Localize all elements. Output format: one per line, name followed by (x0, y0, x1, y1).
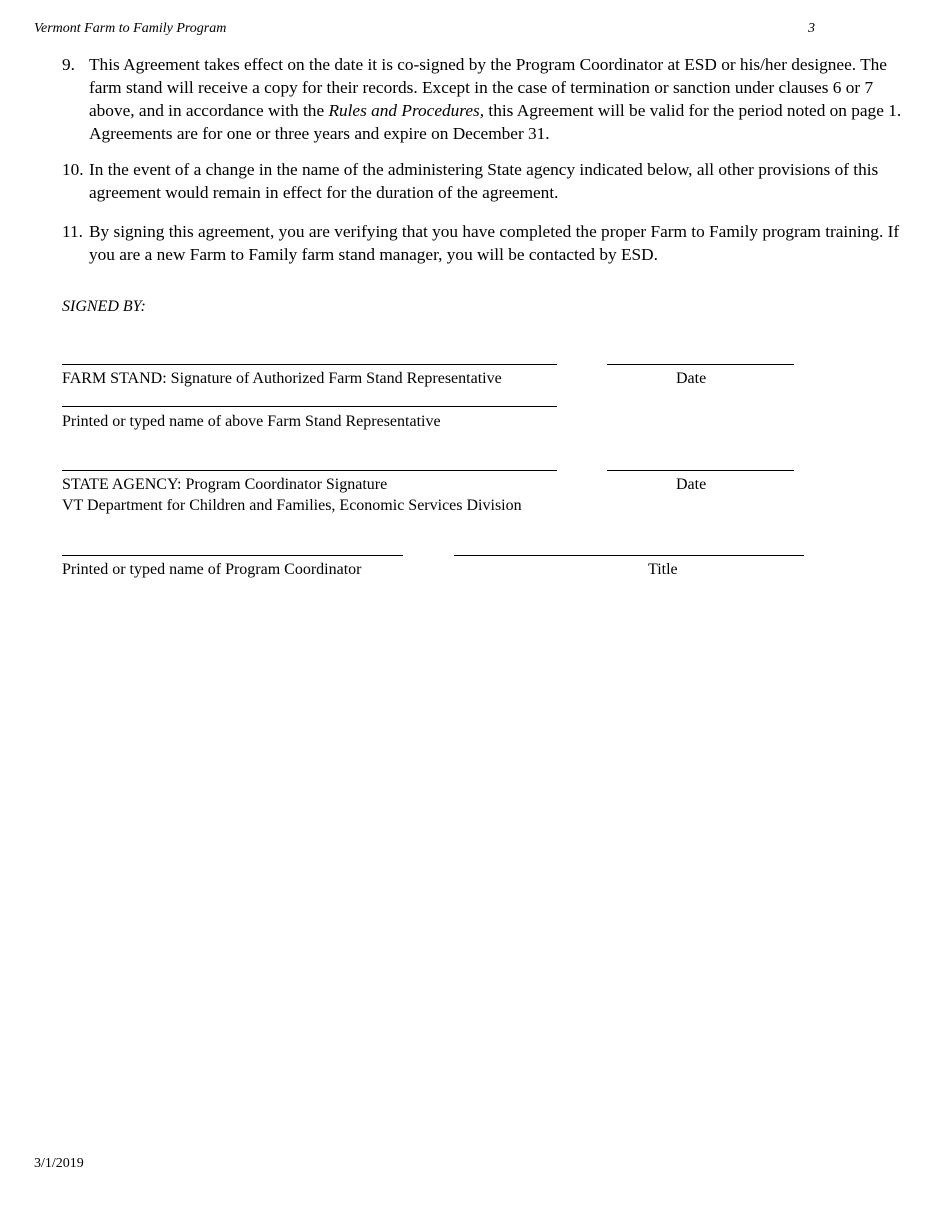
signed-by-heading: SIGNED BY: (62, 298, 146, 315)
clause-text: By signing this agreement, you are verifying that you have completed the proper Farm to Family program training. If you are a new Farm to Family farm stand manager, you will be contacted by ESD. (89, 222, 900, 264)
footer-date: 3/1/2019 (34, 1156, 84, 1171)
state-agency-signature-label: STATE AGENCY: Program Coordinator Signature (62, 476, 388, 493)
clause-number: 11. (62, 222, 83, 241)
coordinator-printed-name-label: Printed or typed name of Program Coordinator (62, 561, 362, 578)
clause-text: This Agreement takes effect on the date it is co-signed by the Program Coordinator at ESD or his/her designee. The farm stand will receive a copy for their records. Except in the case of termination or sanction under clauses 6 or 7 above, and in accordance with the Rules and Procedures, this Agreement will be valid for the period noted on page 1. Agreements are for one or three years and expire on December 31. (89, 55, 902, 143)
state-agency-department: VT Department for Children and Families, Economic Services Division (62, 497, 522, 514)
clause-text: In the event of a change in the name of the administering State agency indicated below, all other provisions of this agreement would remain in effect for the duration of the agreement. (89, 160, 879, 202)
header-program-title: Vermont Farm to Family Program (34, 21, 227, 36)
state-agency-date-line[interactable] (607, 470, 794, 471)
header-page-number: 3 (808, 21, 815, 36)
clause-11 (62, 220, 922, 266)
coordinator-title-label: Title (648, 561, 678, 578)
state-agency-date-label: Date (676, 476, 707, 493)
coordinator-printed-name-line[interactable] (62, 555, 403, 556)
farm-stand-signature-label: FARM STAND: Signature of Authorized Farm Stand Representative (62, 370, 502, 387)
farm-stand-date-line[interactable] (607, 364, 794, 365)
farm-stand-printed-name-line[interactable] (62, 406, 557, 407)
rules-and-procedures-italic: Rules and Procedures, (328, 101, 485, 120)
farm-stand-signature-line[interactable] (62, 364, 557, 365)
clause-9 (62, 53, 922, 145)
clause-number: 10. (62, 160, 84, 179)
farm-stand-date-label: Date (676, 370, 707, 387)
coordinator-title-line[interactable] (454, 555, 804, 556)
state-agency-signature-line[interactable] (62, 470, 557, 471)
clause-10 (62, 158, 922, 204)
farm-stand-printed-name-label: Printed or typed name of above Farm Stand Representative (62, 413, 441, 430)
clause-number: 9. (62, 55, 75, 74)
